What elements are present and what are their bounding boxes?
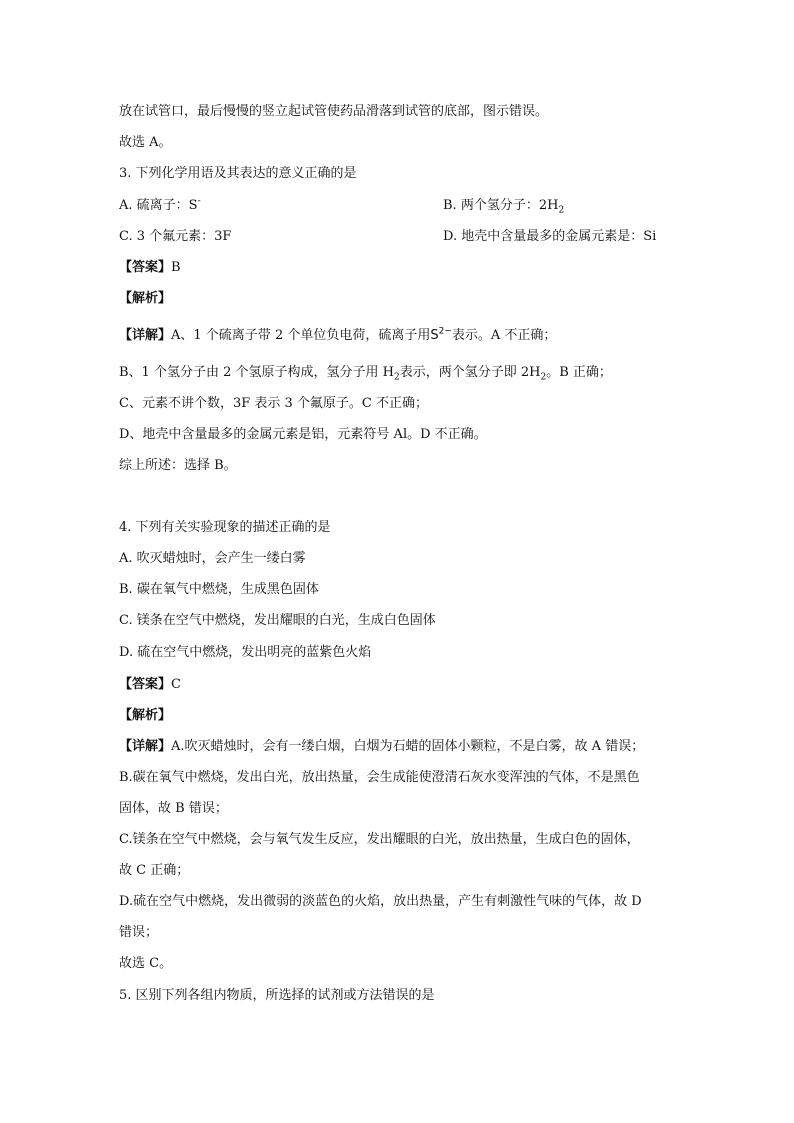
question-3-answer bbox=[119, 259, 181, 277]
question-4-option-c: C. 镁条在空气中燃烧，发出耀眼的白光，生成白色固体 bbox=[119, 613, 436, 628]
question-4-option-b: B. 碳在氧气中燃烧，生成黑色固体 bbox=[119, 582, 319, 597]
question-4-summary: 故选 C。 bbox=[119, 956, 173, 971]
answer-label: 【答案】 bbox=[119, 260, 172, 275]
question-4-detail-4: C.镁条在空气中燃烧，会与氧气发生反应，发出耀眼的白光，放出热量，生成白色的固体， bbox=[119, 832, 640, 847]
question-3-detail-b: B、1 个氢分子由 2 个氢原子构成，氢分子用 $H_2$表示，两个氢分子即 $2H_2$。B 正确； bbox=[119, 365, 612, 383]
question-3-option-c: C. 3 个氟元素：3F bbox=[119, 229, 232, 244]
answer-value: B bbox=[171, 260, 181, 275]
question-4-option-d: D. 硫在空气中燃烧，发出明亮的蓝紫色火焰 bbox=[119, 645, 372, 660]
detail-label: 【详解】 bbox=[119, 328, 172, 343]
question-3-detail-d: D、地壳中含量最多的金属元素是铝，元素符号 Al。D 不正确。 bbox=[119, 427, 487, 442]
answer-value: C bbox=[171, 677, 181, 692]
question-4-detail-3: 固体，故 B 错误； bbox=[119, 801, 228, 816]
question-3-option-d: D. 地壳中含量最多的金属元素是：Si bbox=[443, 229, 657, 244]
paragraph-continuation: 放在试管口，最后慢慢的竖立起试管使药品滑落到试管的底部，图示错误。 bbox=[119, 104, 549, 119]
detail-label: 【详解】 bbox=[119, 739, 172, 754]
question-4-detail-5: 故 C 正确； bbox=[119, 863, 190, 878]
paragraph-choose-a: 故选 A。 bbox=[119, 135, 172, 150]
question-3-detail-a: 【详解】A、1 个硫离子带 2 个单位负电荷，硫离子用$S^{2-}$表示。A 不正确； bbox=[119, 326, 557, 343]
answer-label: 【答案】 bbox=[119, 677, 172, 692]
sulfide-ion-formula: $S^{2-}$ bbox=[430, 326, 452, 343]
question-4-stem: 4. 下列有关实验现象的描述正确的是 bbox=[119, 520, 331, 535]
question-4-analysis-label: 【解析】 bbox=[119, 708, 172, 723]
question-4-detail-1: 【详解】A.吹灭蜡烛时，会有一缕白烟，白烟为石蜡的固体小颗粒，不是白雾，故 A 错误； bbox=[119, 739, 645, 754]
question-4-detail-6: D.硫在空气中燃烧，发出微弱的淡蓝色的火焰，放出热量，产生有刺激性气味的气体，故 D bbox=[119, 894, 642, 909]
question-4-detail-7: 错误； bbox=[119, 925, 159, 940]
question-3-summary: 综上所述：选择 B。 bbox=[119, 458, 237, 473]
question-3-analysis-label: 【解析】 bbox=[119, 291, 172, 306]
question-3-detail-c: C、元素不讲个数，3F 表示 3 个氟原子。C 不正确； bbox=[119, 396, 428, 411]
question-3-option-b: B. 两个氢分子：$2H_2$ bbox=[443, 198, 565, 216]
question-4-answer bbox=[119, 676, 181, 694]
question-4-option-a: A. 吹灭蜡烛时，会产生一缕白雾 bbox=[119, 551, 306, 566]
question-4-detail-2: B.碳在氧气中燃烧，发出白光，放出热量，会生成能使澄清石灰水变浑浊的气体，不是黑色 bbox=[119, 770, 640, 785]
question-3-stem: 3. 下列化学用语及其表达的意义正确的是 bbox=[119, 166, 357, 181]
question-5-stem: 5. 区别下列各组内物质，所选择的试剂或方法错误的是 bbox=[119, 988, 435, 1003]
question-3-option-a: A. 硫离子：S- bbox=[119, 196, 201, 213]
